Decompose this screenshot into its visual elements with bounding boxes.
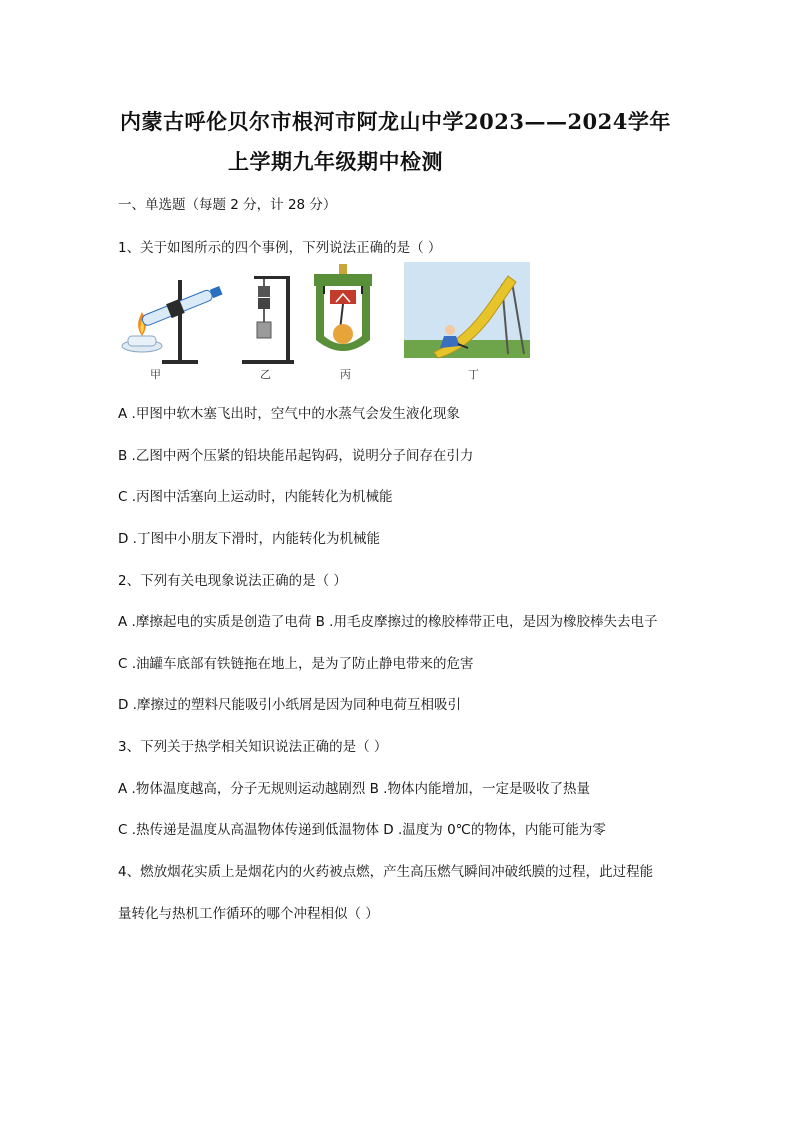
figure-jia-test-tube-icon bbox=[118, 262, 228, 366]
question-1-option-b: B .乙图中两个压紧的铅块能吊起钩码，说明分子间存在引力 bbox=[118, 448, 474, 464]
page-title-line1: 内蒙古呼伦贝尔市根河市阿龙山中学2023——2024学年 bbox=[120, 109, 671, 134]
question-2-option-ab: A .摩擦起电的实质是创造了电荷 B .用毛皮摩擦过的橡胶棒带正电，是因为橡胶棒失去电子 bbox=[118, 614, 658, 630]
question-1-figures bbox=[118, 262, 538, 382]
question-3-option-cd: C .热传递是温度从高温物体传递到低温物体 D .温度为 0℃的物体，内能可能为零 bbox=[118, 822, 606, 838]
question-3-stem: 3、下列关于热学相关知识说法正确的是（ ） bbox=[118, 739, 388, 755]
question-1-option-c: C .丙图中活塞向上运动时，内能转化为机械能 bbox=[118, 489, 393, 505]
question-4-line1: 4、燃放烟花实质上是烟花内的火药被点燃，产生高压燃气瞬间冲破纸膜的过程，此过程能 bbox=[118, 864, 654, 880]
figure-label-ding: 丁 bbox=[468, 368, 479, 381]
figure-bing-engine-icon bbox=[308, 262, 378, 366]
question-2-option-d: D .摩擦过的塑料尺能吸引小纸屑是因为同种电荷互相吸引 bbox=[118, 697, 461, 713]
question-3-option-ab: A .物体温度越高，分子无规则运动越剧烈 B .物体内能增加，一定是吸收了热量 bbox=[118, 781, 590, 797]
question-1-option-d: D .丁图中小朋友下滑时，内能转化为机械能 bbox=[118, 531, 380, 547]
section-heading: 一、单选题（每题 2 分，计 28 分） bbox=[118, 197, 337, 213]
figure-yi-lead-blocks-icon bbox=[236, 262, 296, 366]
figure-label-bing: 丙 bbox=[340, 368, 351, 381]
question-2-option-c: C .油罐车底部有铁链拖在地上，是为了防止静电带来的危害 bbox=[118, 656, 474, 672]
figure-ding-slide-icon bbox=[404, 262, 530, 366]
figure-label-jia: 甲 bbox=[150, 368, 161, 381]
page-title-line2: 上学期九年级期中检测 bbox=[228, 149, 443, 174]
question-1-stem: 1、关于如图所示的四个事例，下列说法正确的是（ ） bbox=[118, 240, 442, 256]
question-1-option-a: A .甲图中软木塞飞出时，空气中的水蒸气会发生液化现象 bbox=[118, 406, 460, 422]
question-2-stem: 2、下列有关电现象说法正确的是（ ） bbox=[118, 573, 347, 589]
figure-label-yi: 乙 bbox=[260, 368, 271, 381]
question-4-line2: 量转化与热机工作循环的哪个冲程相似（ ） bbox=[118, 906, 379, 922]
